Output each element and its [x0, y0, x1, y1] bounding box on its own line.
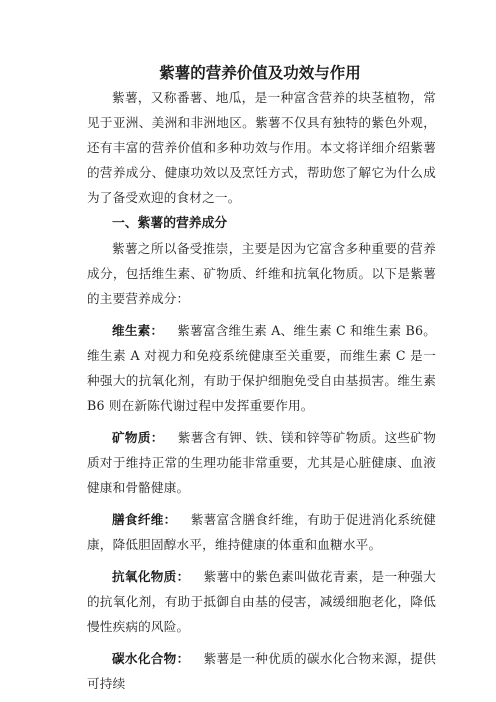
- nutrient-term: 抗氧化物质：: [112, 569, 190, 584]
- nutrient-term: 碳水化合物：: [112, 651, 190, 666]
- section-lead-paragraph: 紫薯之所以备受推崇，主要是因为它富含多种重要的营养成分，包括维生素、矿物质、纤维和抗氧化物质。以下是紫薯的主要营养成分：: [87, 241, 436, 306]
- nutrient-term: 膳食纤维：: [112, 512, 177, 527]
- nutrient-item-minerals: [87, 425, 436, 500]
- nutrient-item-fiber: [87, 507, 436, 557]
- nutrient-description: 紫薯含有钾、铁、镁和锌等矿物质。这些矿物质对于维持正常的生理功能非常重要，尤其是心脏健康、血液健康和骨骼健康。: [87, 430, 436, 495]
- nutrient-description: 紫薯是一种优质的碳水化合物来源，提供可持续: [87, 651, 436, 691]
- nutrient-item-vitamins: [87, 318, 436, 418]
- nutrient-description: 紫薯中的紫色素叫做花青素，是一种强大的抗氧化剂，有助于抵御自由基的侵害，减缓细胞老化，降低慢性疾病的风险。: [87, 569, 436, 634]
- nutrient-description: 紫薯富含膳食纤维，有助于促进消化系统健康，降低胆固醇水平，维持健康的体重和血糖水平。: [87, 512, 437, 552]
- nutrient-term: 维生素：: [112, 323, 164, 338]
- nutrient-item-carbohydrates: [87, 646, 436, 696]
- nutrient-item-antioxidants: [87, 564, 436, 639]
- intro-paragraph: 紫薯，又称番薯、地瓜，是一种富含营养的块茎植物，常见于亚洲、美洲和非洲地区。紫薯不仅具有独特的紫色外观，还有丰富的营养价值和多种功效与作用。本文将详细介绍紫薯的营养成分、健康功效以及烹饪方式，帮助您了解它为什么成为了备受欢迎的食材之一。: [87, 90, 436, 205]
- document-title: 紫薯的营养价值及功效与作用: [159, 64, 361, 82]
- nutrient-term: 矿物质：: [112, 430, 164, 445]
- section-heading-nutrition: 一、紫薯的营养成分: [112, 216, 228, 231]
- nutrient-description: 紫薯富含维生素 A、维生素 C 和维生素 B6。维生素 A 对视力和免疫系统健康至关重要，而维生素 C 是一种强大的抗氧化剂，有助于保护细胞免受自由基损害。维生素 B6 则在新陈代谢过程中发挥重要作用。: [87, 323, 436, 413]
